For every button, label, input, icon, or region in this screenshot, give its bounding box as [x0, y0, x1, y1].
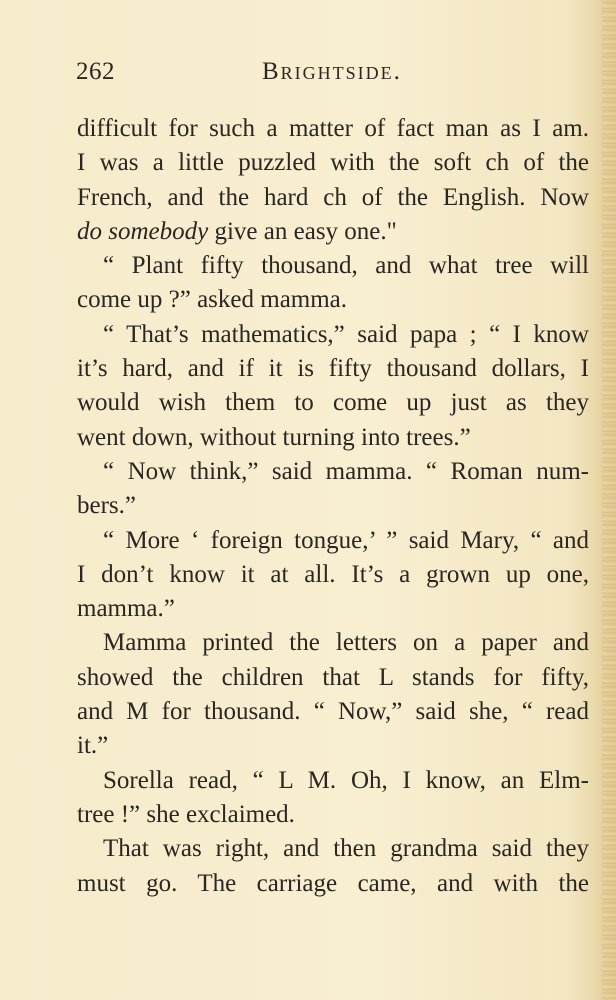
- text-line: it.”: [77, 732, 109, 760]
- text-line: must go. The carriage came, and with the: [77, 869, 589, 897]
- page-edge: [602, 0, 616, 1000]
- text-line: and M for thousand. “ Now,” said she, “ read: [77, 698, 589, 726]
- text-line: “ That’s mathematics,” said papa ; “ I know: [103, 320, 589, 348]
- body-text: [77, 112, 589, 901]
- text-line: bers.”: [77, 492, 136, 520]
- text-line: Mamma printed the letters on a paper and: [103, 629, 589, 657]
- text-line: That was right, and then grandma said they: [103, 835, 589, 863]
- text-line: showed the children that L stands for fifty,: [77, 663, 589, 691]
- text-line: [77, 215, 589, 249]
- page-number: 262: [76, 58, 115, 85]
- text-line: Sorella read, “ L M. Oh, I know, an Elm-: [103, 766, 589, 794]
- text-line: come up ?” asked mamma.: [77, 286, 348, 314]
- text-line-rest: give an easy one.": [214, 217, 397, 245]
- text-line: would wish them to come up just as they: [77, 389, 589, 417]
- text-line: it’s hard, and if it is fifty thousand dollars, I: [77, 355, 589, 383]
- running-title: Brightside.: [262, 58, 402, 85]
- text-line: difficult for such a matter of fact man as I am.: [77, 115, 589, 142]
- text-line: went down, without turning into trees.”: [77, 423, 471, 451]
- text-line: “ Plant fifty thousand, and what tree will: [103, 252, 589, 280]
- text-line: “ Now think,” said mamma. “ Roman num-: [103, 457, 589, 485]
- text-line: French, and the hard ch of the English. Now: [77, 183, 589, 211]
- text-line: I don’t know it at all. It’s a grown up one,: [77, 560, 589, 588]
- text-line: I was a little puzzled with the soft ch of the: [77, 149, 589, 177]
- page-header: [76, 58, 588, 90]
- text-line: “ More ‘ foreign tongue,’ ” said Mary, “ and: [103, 526, 589, 554]
- italic-phrase: do somebody: [77, 217, 209, 245]
- text-line: mamma.”: [77, 595, 175, 623]
- text-line: tree !” she exclaimed.: [77, 800, 295, 828]
